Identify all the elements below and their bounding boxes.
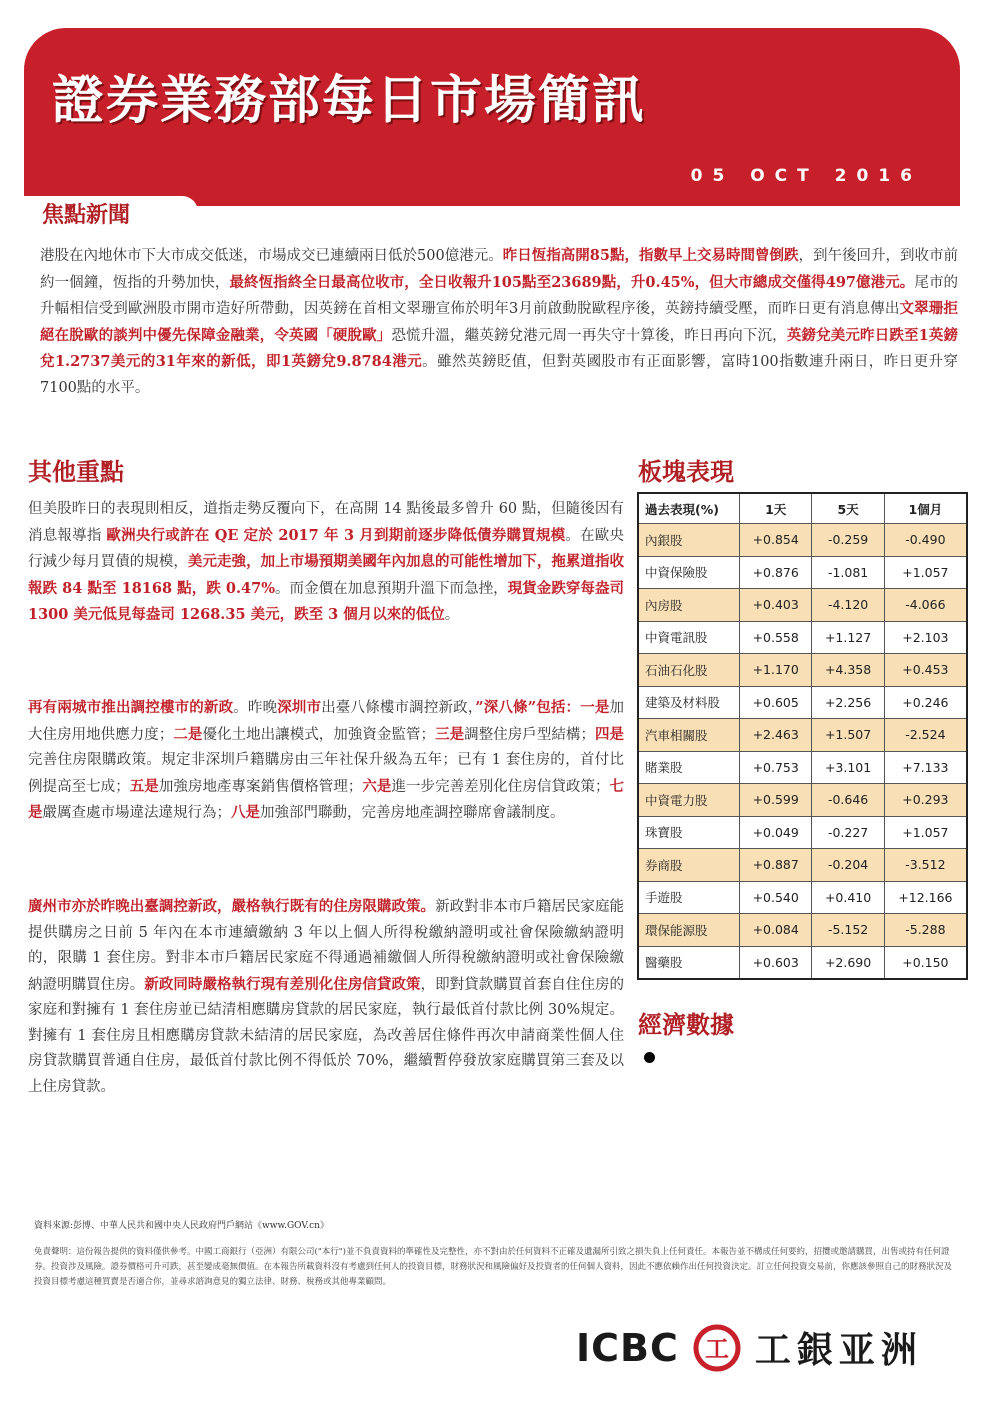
header-1m: 1個月 (884, 493, 967, 524)
header-1d: 1天 (740, 493, 812, 524)
sector-name: 石油石化股 (638, 654, 740, 687)
value-1d: +2.463 (740, 719, 812, 752)
body-text: ，到午後回升，到收市前約一個鐘，恆指的升勢加快， (40, 248, 958, 291)
table-header-row (638, 493, 967, 524)
highlight-text: 三是 (435, 725, 465, 743)
sector-name: 珠寶股 (638, 816, 740, 849)
bullet-point (644, 1052, 655, 1063)
highlight-text: 歐洲央行或許在 QE 定於 2017 年 3 月到期前逐步降低債券購買規模 (106, 526, 566, 544)
value-1d: +0.540 (740, 881, 812, 914)
table-row (638, 849, 967, 882)
table-row (638, 556, 967, 589)
highlight-text: 再有兩城市推出調控樓市的新政 (28, 699, 234, 716)
value-5d: -0.227 (812, 816, 884, 849)
value-1d: +0.558 (740, 621, 812, 654)
sector-name: 醫藥股 (638, 946, 740, 979)
body-text: 。在歐央行減少每月買債的規模， (28, 527, 625, 570)
value-1d: +0.084 (740, 914, 812, 947)
value-1m: -0.490 (884, 524, 967, 557)
value-5d: +4.358 (812, 654, 884, 687)
emblem-symbol: 工 (704, 1334, 729, 1363)
sector-name: 手遊股 (638, 881, 740, 914)
body-text: 調整住房戶型結構； (464, 726, 595, 743)
highlight-text: 六是 (362, 777, 392, 795)
sector-name: 汽車相關股 (638, 719, 740, 752)
value-1d: +0.753 (740, 751, 812, 784)
value-1m: +0.150 (884, 946, 967, 979)
icbc-logo (576, 1322, 923, 1373)
table-row (638, 719, 967, 752)
highlight-text: 八是 (231, 804, 260, 821)
page-title: 證券業務部每日市場簡訊 (52, 71, 647, 131)
body-text: 但美股昨日的表現則相反，道指走勢反覆向下，在高開 14 點後最多曾升 60 點，但隨後因有消息報導指 (28, 501, 624, 544)
highlight-text: 二是 (173, 725, 203, 743)
value-1d: +0.876 (740, 556, 812, 589)
value-5d: +2.256 (812, 686, 884, 719)
value-5d: +2.690 (812, 946, 884, 979)
highlight-text: 深圳市 (277, 699, 322, 716)
body-text: 。 (444, 607, 460, 623)
sector-name: 中資保險股 (638, 556, 740, 589)
value-1d: +0.049 (740, 816, 812, 849)
table-row (638, 589, 967, 622)
value-5d: -5.152 (812, 914, 884, 947)
value-1m: -5.288 (884, 914, 967, 947)
body-text: 進一步完善差別化住房信貸政策； (391, 778, 610, 795)
table-row (638, 784, 967, 817)
body-text: 恐慌升溫，繼英鎊兌港元周一再失守十算後，昨日再向下沉， (391, 327, 787, 344)
value-1m: +7.133 (884, 751, 967, 784)
value-1d: +0.887 (740, 849, 812, 882)
value-1d: +0.854 (740, 524, 812, 557)
value-1m: +0.293 (884, 784, 967, 817)
highlight-text: 現貨金跌穿每盎司 1300 美元低見每盎司 1268.35 美元，跌至 3 個月以來的低位 (28, 579, 625, 623)
sector-name: 賭業股 (638, 751, 740, 784)
highlight-text: 文翠珊拒絕在脫歐的談判中優先保障金融業，令英國「硬脫歐」 (40, 300, 958, 344)
value-1m: -4.066 (884, 589, 967, 622)
value-1d: +1.170 (740, 654, 812, 687)
header-5d: 5天 (812, 493, 884, 524)
table-row (638, 914, 967, 947)
highlight-text: 新政同時嚴格執行現有差別化住房信貸政策 (144, 975, 421, 993)
value-1m: +2.103 (884, 621, 967, 654)
value-5d: +1.507 (812, 719, 884, 752)
highlight-text: 美元走強，加上市場預期美國年內加息的可能性增加下，拖累道指收報跌 84 點至 18168 點，跌 0.47% (28, 553, 625, 597)
logo-icbc-text: ICBC (576, 1325, 679, 1370)
table-row (638, 881, 967, 914)
value-5d: -0.259 (812, 524, 884, 557)
highlight-text: 昨日恆指高開85點，指數早上交易時間曾倒跌 (502, 247, 799, 264)
body-text: 加大住房用地供應力度； (28, 700, 625, 743)
highlight-text: 四是 (594, 725, 625, 743)
sector-name: 內銀股 (638, 524, 740, 557)
highlight-text: 廣州市亦於昨晚出臺調控新政，嚴格執行既有的住房限購政策。 (28, 898, 436, 915)
body-text: 加強房地產專案銷售價格管理； (158, 778, 363, 795)
table-row (638, 816, 967, 849)
highlight-text: 最終恆指終全日最高位收市，全日收報升105點至23689點，升0.45%，但大市總成交僅得497億港元。 (229, 273, 915, 291)
value-1m: +0.246 (884, 686, 967, 719)
body-text: 新政對非本市戶籍居民家庭能提供購房之日前 5 年內在本市連續繳納 3 年以上個人所得稅繳納證明或社會保險繳納證明的，限購 1 套住房。對非本市戶籍居民家庭不得通過補繳個人所得稅繳納證明或社會保險繳納證明購買住房。 (28, 899, 625, 993)
table-row (638, 751, 967, 784)
value-5d: -0.204 (812, 849, 884, 882)
source-note: 資料來源:彭博、中華人民共和國中央人民政府門戶網站《www.GOV.cn》 (34, 1221, 329, 1231)
sector-performance-heading: 板塊表現 (638, 458, 734, 486)
sector-performance-table (637, 492, 968, 980)
focus-news-heading: 焦點新聞 (42, 203, 131, 228)
value-1d: +0.403 (740, 589, 812, 622)
body-text: ，即對貸款購買首套自住住房的家庭和對擁有 1 套住房並已結清相應購房貸款的居民家庭，執行最低首付款比例 30%規定。對擁有 1 套住房且相應購房貸款未結清的居民家庭，為改善居住條件再次申請商業性個人住房貸款購買普通自住房，最低首付款比例不得低於 70%，繼續暫停發放家庭購買第三套及以上住房貸款。 (28, 976, 625, 1095)
value-5d: +1.127 (812, 621, 884, 654)
value-1m: -2.524 (884, 719, 967, 752)
body-text: 嚴厲查處市場違法違規行為； (42, 805, 231, 821)
body-text: 加強部門聯動，完善房地產調控聯席會議制度。 (260, 805, 565, 821)
value-1d: +0.599 (740, 784, 812, 817)
value-1m: +0.453 (884, 654, 967, 687)
table-row (638, 524, 967, 557)
table-row (638, 654, 967, 687)
highlight-text: ”深八條”包括：一是 (475, 699, 610, 716)
body-text: 完善住房限購政策。規定非深圳戶籍購房由三年社保升級為五年；已有 1 套住房的，首付比例提高至七成； (28, 752, 624, 795)
value-1m: +12.166 (884, 881, 967, 914)
logo-cn-text: 工銀亚洲 (754, 1330, 923, 1371)
value-1m: +1.057 (884, 816, 967, 849)
body-text: 。而金價在加息預期升溫下而急挫， (274, 580, 508, 597)
value-1d: +0.603 (740, 946, 812, 979)
body-text: 尾市的升幅相信受到歐洲股市開市造好所帶動，因英鎊在首相文翠珊宣佈於明年3月前啟動脫歐程序後，英鎊持續受壓，而昨日更有消息傳出 (40, 274, 959, 317)
sector-name: 建築及材料股 (638, 686, 740, 719)
header-period: 過去表現(%) (638, 493, 740, 524)
value-5d: -1.081 (812, 556, 884, 589)
sector-name: 券商股 (638, 849, 740, 882)
icbc-emblem-icon (687, 1323, 747, 1373)
report-date: 05 OCT 2016 (690, 166, 922, 186)
table-row (638, 686, 967, 719)
highlight-text: 英鎊兌美元昨日跌至1英鎊兌1.2737美元的31年來的新低，即1英鎊兌9.8784港元 (40, 326, 959, 370)
sector-name: 中資電訊股 (638, 621, 740, 654)
other-paragraph-2 (28, 695, 624, 827)
table-row (638, 946, 967, 979)
body-text: 港股在內地休市下大市成交低迷，市場成交已連續兩日低於500億港元。 (40, 248, 503, 264)
table-row (638, 621, 967, 654)
highlight-text: 七是 (28, 777, 625, 821)
value-5d: +0.410 (812, 881, 884, 914)
disclaimer: 免責聲明：這份報告提供的資料僅供參考。中國工商銀行（亞洲）有限公司("本行")並不負責資料的準確性及完整性，亦不對由於任何資料不正確及遺漏所引致之損失負上任何責任。本報告並不構成任何要約，招攬或邀請購買，出售或持有任何證券。投資涉及風險。證券價格可升可跌，甚至變成毫無價值。在本報告所載資料沒有考慮到任何人的投資目標，財務狀況和風險偏好及投資者的任何個人資料，因此不應依賴作出任何投資決定。訂立任何投資交易前，你應該參照自己的財務狀況及投資目標考慮這種買賣是否適合你，並尋求諮詢意見的獨立法律、財務、稅務或其他專業顧問。 (34, 1247, 953, 1287)
other-paragraph-3 (28, 894, 624, 1100)
value-1m: -3.512 (884, 849, 967, 882)
body-text: 優化土地出讓模式，加強資金監管； (202, 726, 436, 743)
sector-name: 中資電力股 (638, 784, 740, 817)
sector-name: 環保能源股 (638, 914, 740, 947)
other-highlights-heading: 其他重點 (28, 458, 124, 486)
body-text: 。雖然英鎊貶值，但對英國股市有正面影響，富時100指數連升兩日，昨日更升穿7100點的水平。 (40, 354, 958, 396)
value-1m: +1.057 (884, 556, 967, 589)
focus-news-body (40, 243, 958, 401)
body-text: 。昨晚 (233, 700, 278, 716)
value-5d: +3.101 (812, 751, 884, 784)
sector-name: 內房股 (638, 589, 740, 622)
value-5d: -0.646 (812, 784, 884, 817)
value-1d: +0.605 (740, 686, 812, 719)
other-paragraph-1 (28, 497, 624, 629)
body-text: 出臺八條樓市調控新政， (321, 700, 476, 716)
value-5d: -4.120 (812, 589, 884, 622)
economic-data-heading: 經濟數據 (638, 1011, 734, 1039)
highlight-text: 五是 (129, 777, 159, 795)
